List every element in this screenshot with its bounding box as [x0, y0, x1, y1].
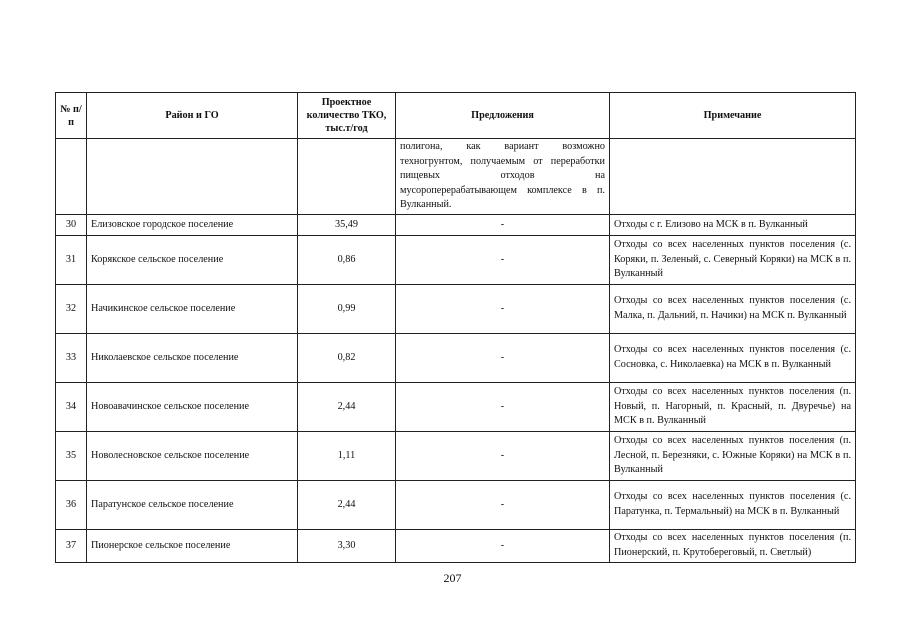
- cell-proposals: -: [396, 235, 610, 284]
- table-row-continuation: [56, 139, 856, 215]
- table-row: [56, 382, 856, 431]
- cell-volume: 1,11: [298, 431, 396, 480]
- cell-volume: 0,86: [298, 235, 396, 284]
- page-number: 207: [443, 571, 462, 585]
- cell-note: Отходы со всех населенных пунктов поселения (с. Сосновка, с. Николаевка) на МСК в п. Вулканный: [610, 333, 856, 382]
- cell-note: Отходы со всех населенных пунктов поселения (п. Пионерский, п. Крутобереговый, п. Светлый): [610, 529, 856, 562]
- header-proposals: Предложения: [396, 93, 610, 139]
- cell-volume: 0,99: [298, 284, 396, 333]
- cell-proposals: полигона, как вариант возможно техногрунтом, получаемым от переработки пищевых отходов на мусороперерабатывающем комплексе в п. Вулканный.: [396, 139, 610, 215]
- cell-note: Отходы со всех населенных пунктов поселения (п. Новый, п. Нагорный, п. Красный, п. Двуречье) на МСК в п. Вулканный: [610, 382, 856, 431]
- cell-district: Николаевское сельское поселение: [87, 333, 298, 382]
- cell-proposals: -: [396, 480, 610, 529]
- cell-volume: 2,44: [298, 480, 396, 529]
- cell-proposals: -: [396, 284, 610, 333]
- cell-num: 35: [56, 431, 87, 480]
- cell-num: 34: [56, 382, 87, 431]
- cell-volume: 3,30: [298, 529, 396, 562]
- cell-proposals: -: [396, 382, 610, 431]
- cell-note: [610, 139, 856, 215]
- table-row: [56, 333, 856, 382]
- cell-note: Отходы со всех населенных пунктов поселения (с. Малка, п. Дальний, п. Начики) на МСК п. Вулканный: [610, 284, 856, 333]
- cell-num: 37: [56, 529, 87, 562]
- cell-num: 30: [56, 214, 87, 235]
- table-row: [56, 480, 856, 529]
- cell-volume: 2,44: [298, 382, 396, 431]
- cell-volume: 35,49: [298, 214, 396, 235]
- cell-district: Новолесновское сельское поселение: [87, 431, 298, 480]
- cell-district: Начикинское сельское поселение: [87, 284, 298, 333]
- cell-district: Новоавачинское сельское поселение: [87, 382, 298, 431]
- header-district: Район и ГО: [87, 93, 298, 139]
- cell-proposals: -: [396, 333, 610, 382]
- cell-district: [87, 139, 298, 215]
- cell-note: Отходы со всех населенных пунктов поселения (с. Паратунка, п. Термальный) на МСК в п. Вулканный: [610, 480, 856, 529]
- header-volume: Проектное количество ТКО, тыс.т/год: [298, 93, 396, 139]
- cell-note: Отходы со всех населенных пунктов поселения (с. Коряки, п. Зеленый, с. Северный Коряки) на МСК в п. Вулканный: [610, 235, 856, 284]
- cell-district: Елизовское городское поселение: [87, 214, 298, 235]
- table-row: [56, 529, 856, 562]
- cell-num: 36: [56, 480, 87, 529]
- table-header-row: [56, 93, 856, 139]
- cell-note: Отходы с г. Елизово на МСК в п. Вулканный: [610, 214, 856, 235]
- waste-table: [55, 92, 856, 563]
- cell-volume: [298, 139, 396, 215]
- cell-district: Паратунское сельское поселение: [87, 480, 298, 529]
- cell-num: [56, 139, 87, 215]
- cell-proposals: -: [396, 431, 610, 480]
- cell-num: 33: [56, 333, 87, 382]
- cell-volume: 0,82: [298, 333, 396, 382]
- table-row: [56, 214, 856, 235]
- cell-proposals: -: [396, 214, 610, 235]
- table-row: [56, 284, 856, 333]
- cell-num: 32: [56, 284, 87, 333]
- cell-district: Корякское сельское поселение: [87, 235, 298, 284]
- cell-proposals: -: [396, 529, 610, 562]
- header-note: Примечание: [610, 93, 856, 139]
- cell-num: 31: [56, 235, 87, 284]
- cell-district: Пионерское сельское поселение: [87, 529, 298, 562]
- table-row: [56, 431, 856, 480]
- table-row: [56, 235, 856, 284]
- header-num: № п/п: [56, 93, 87, 139]
- cell-note: Отходы со всех населенных пунктов поселения (п. Лесной, п. Березняки, с. Южные Коряки) на МСК в п. Вулканный: [610, 431, 856, 480]
